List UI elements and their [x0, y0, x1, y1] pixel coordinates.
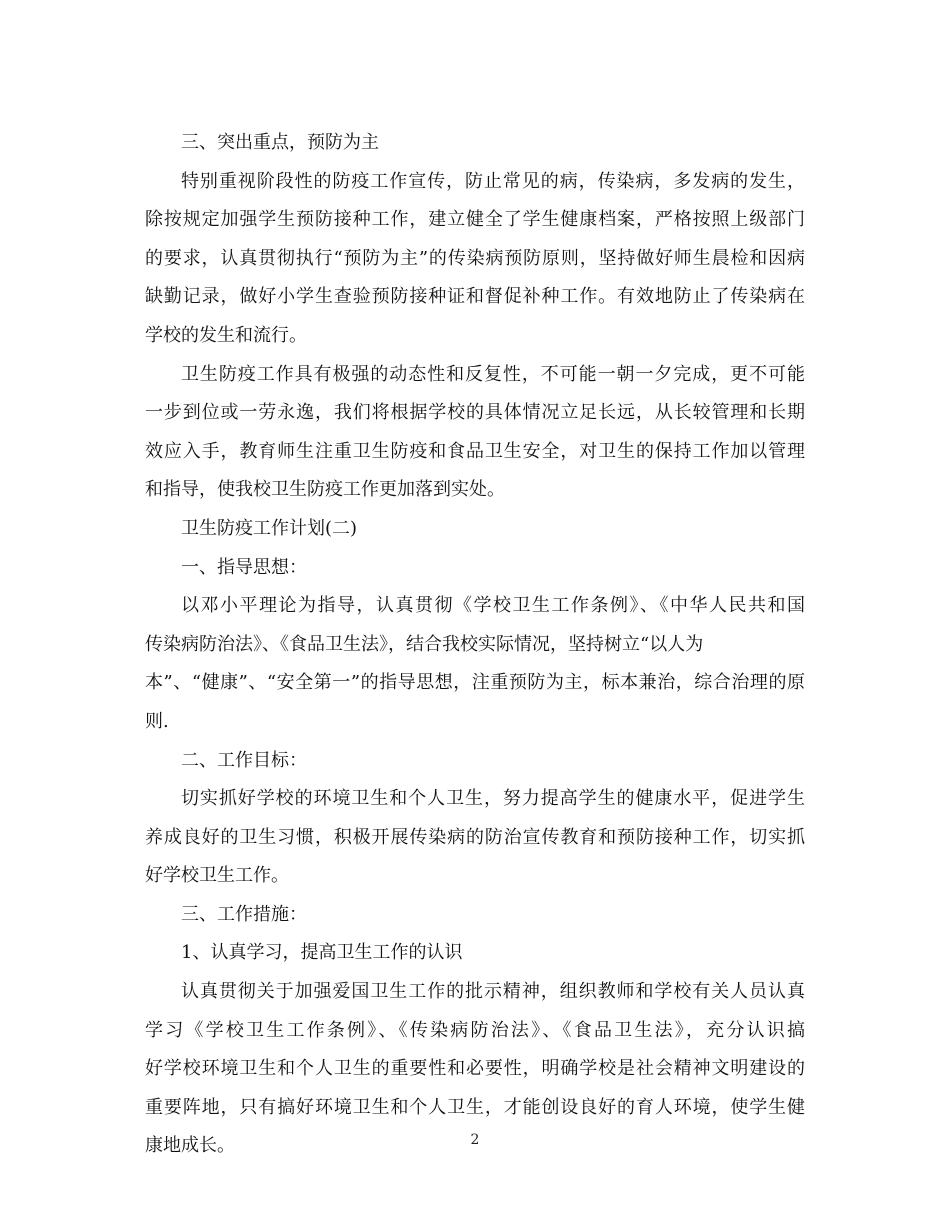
paragraph-line: 则. [145, 710, 169, 732]
paragraph-line: 养成良好的卫生习惯，积极开展传染病的防治宣传教育和预防接种工作，切实抓 [145, 826, 805, 848]
page-number: 2 [470, 1132, 480, 1148]
section-heading: 三、突出重点，预防为主 [181, 132, 379, 153]
paragraph-line: 除按规定加强学生预防接种工作，建立健全了学生健康档案，严格按照上级部门 [145, 209, 805, 231]
paragraph-line: 好学校环境卫生和个人卫生的重要性和必要性，明确学校是社会精神文明建设的 [145, 1058, 805, 1080]
section-heading: 二、工作目标： [181, 749, 307, 771]
paragraph-line: 重要阵地，只有搞好环境卫生和个人卫生，才能创设良好的育人环境，使学生健 [145, 1096, 805, 1118]
section-heading: 三、工作措施： [181, 903, 307, 925]
paragraph-line: 以邓小平理论为指导，认真贯彻《学校卫生工作条例》、《中华人民共和国 [181, 595, 805, 617]
paragraph-line: 卫生防疫工作具有极强的动态性和反复性，不可能一朝一夕完成，更不可能 [181, 363, 805, 385]
subsection-heading: 1、认真学习，提高卫生工作的认识 [181, 942, 463, 964]
paragraph-line: 和指导，使我校卫生防疫工作更加落到实处。 [145, 479, 505, 501]
document-body [145, 124, 805, 1166]
paragraph-line: 缺勤记录，做好小学生查验预防接种证和督促补种工作。有效地防止了传染病在 [145, 286, 805, 308]
paragraph-line: 学习《学校卫生工作条例》、《传染病防治法》、《食品卫生法》，充分认识搞 [145, 1019, 805, 1041]
paragraph-line: 切实抓好学校的环境卫生和个人卫生，努力提高学生的健康水平，促进学生 [181, 788, 805, 810]
paragraph-line: 康地成长。 [145, 1135, 235, 1157]
paragraph-line: 认真贯彻关于加强爱国卫生工作的批示精神，组织教师和学校有关人员认真 [181, 981, 805, 1003]
paragraph-line: 本”、“健康”、“安全第一”的指导思想，注重预防为主，标本兼治，综合治理的原 [145, 672, 805, 694]
paragraph-line: 的要求，认真贯彻执行“预防为主”的传染病预防原则，坚持做好师生晨检和因病 [145, 247, 805, 269]
paragraph-line: 好学校卫生工作。 [145, 865, 289, 887]
document-subtitle: 卫生防疫工作计划(二) [181, 517, 358, 539]
paragraph-line: 传染病防治法》、《食品卫生法》，结合我校实际情况，坚持树立“以人为 [145, 633, 704, 655]
section-heading: 一、指导思想： [181, 556, 307, 578]
paragraph-line: 一步到位或一劳永逸，我们将根据学校的具体情况立足长远，从长较管理和长期 [145, 402, 805, 424]
paragraph-line: 学校的发生和流行。 [145, 324, 307, 346]
paragraph-line: 效应入手，教育师生注重卫生防疫和食品卫生安全，对卫生的保持工作加以管理 [145, 440, 805, 462]
paragraph-line: 特别重视阶段性的防疫工作宣传，防止常见的病，传染病，多发病的发生， [181, 170, 805, 192]
